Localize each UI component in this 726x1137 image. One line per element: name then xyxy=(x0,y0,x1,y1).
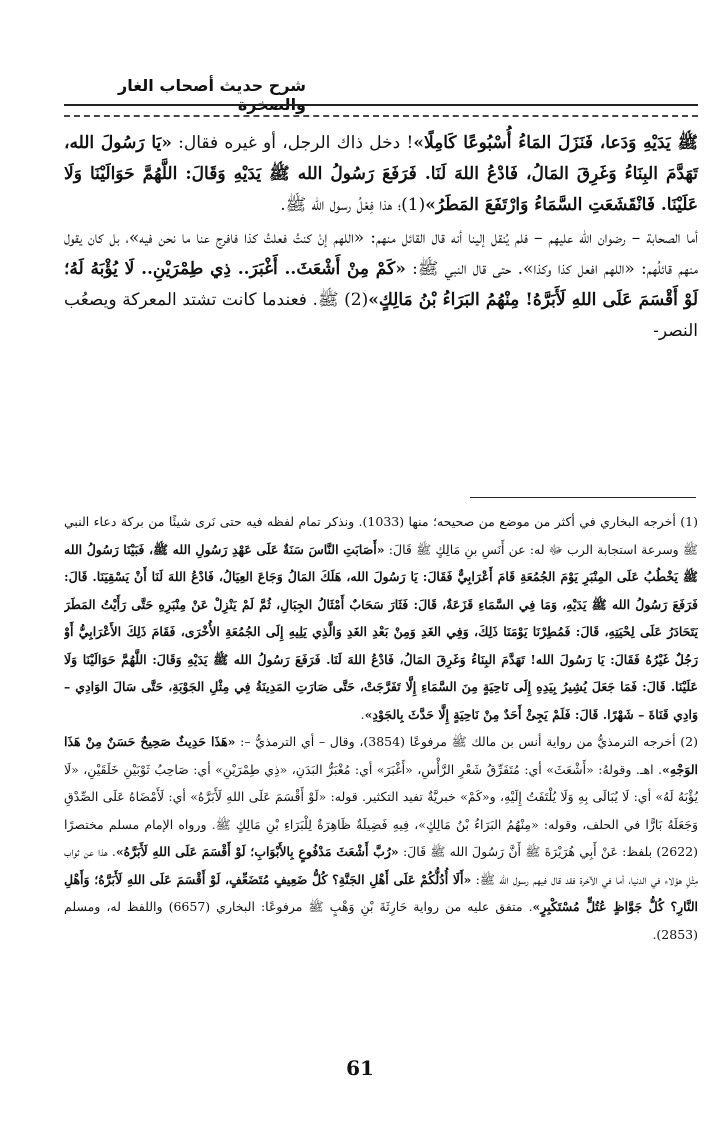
footnote-text: . متفق عليه من رواية حَارِثَةَ بْنِ وَهْبٍ ﷺ مرفوعًا: البخاري (6657) واللفظ له، ومسلم (2853). xyxy=(64,899,698,942)
hadith-text: فَنَزَلَ المَاءُ أُسْبُوعًا كَامِلًا» xyxy=(413,133,593,153)
body-text: (1)؛ هذا فِعْلُ رسول الله ﷺ. xyxy=(280,195,426,215)
footnote-text: (1) أخرجه البخاري في أكثر من موضع من صحيحه؛ منها (1033). ونذكر تمام لفظه فيه حتى نَرى شيئًا من بركة دعاء النبي ﷺ وسرعة استجابة الرب ﷻ له: عن أَنَسِ بنِ مَالِكٍ ﷺ قَالَ: xyxy=(64,514,698,557)
header-solid-rule xyxy=(64,104,698,106)
footnote-text: . xyxy=(360,706,365,722)
footnotes xyxy=(64,508,698,1038)
main-text xyxy=(64,128,698,428)
footnote-separator xyxy=(470,497,696,498)
footnote-hadith: «رُبَّ أَشْعَثَ مَدْفُوعٍ بِالأَبْوَابِ؛ لَوْ أَقْسَمَ عَلَى اللهِ لَأَبَرَّهُ» xyxy=(115,844,399,859)
footnote-text: (2) أخرجه الترمذيُّ من رواية أنس بن مالك ﷺ مرفوعًا (3854)، وقال – أي الترمذيُّ –: xyxy=(235,734,698,749)
footnote-text: . هذا عن ثواب مِثْلِ هؤلاء في الدنيا، أما في الآخرة فقد قال فيهم رسول الله ﷺ: xyxy=(64,844,698,887)
footnote-hadith: «هَذَا حَدِيثٌ صَحِيحٌ حَسَنٌ مِنْ هَذَا الوَجْهِ» xyxy=(64,734,698,777)
page-number: 61 xyxy=(346,1056,374,1080)
footnote-hadith: «أَلَا أُدُلُّكُمْ عَلَى أَهْلِ الجَنَّةِ؟ كُلُّ ضَعِيفٍ مُتَضَعِّفٍ، لَوْ أَقْسَمَ عَلَى اللهِ لَأَبَرَّهُ؛ وَأَهْلِ النَّارِ؟ كُلُّ جَوَّاظٍ عُتُلٍّ مُسْتَكْبِرٍ» xyxy=(64,871,698,914)
body-text: ، بل كان يقول منهم قائلُهم: xyxy=(64,228,698,279)
main-paragraph-1 xyxy=(64,128,698,221)
footnote-2 xyxy=(64,728,698,948)
body-text: (2) ﷺ. فعندما كانت تشتد المعركة ويصعُب النصر- xyxy=(64,290,698,341)
quoted-text: «اللهم إنْ كنتُ فعلتُ كذا فافرج عنا ما نحن فيه» xyxy=(128,228,365,248)
body-text: ! دخل ذاك الرجل، أو غيره فقال: xyxy=(171,133,414,153)
hadith-text: «كَمْ مِنْ أَشْعَثَ.. أَغْبَرَ.. ذِي طِمْرَيْنِ.. لَا يُؤْبَهُ لَهُ؛ لَوْ أَقْسَمَ عَلَى اللهِ لَأَبَرَّهُ! مِنْهُمُ البَرَاءُ بْنُ مَالِكٍ» xyxy=(64,259,699,310)
quoted-text: «اللهم افعل كذا وكذا» xyxy=(523,259,635,279)
header-dashed-rule xyxy=(64,115,698,117)
hadith-text: ﷺ يَدَيْهِ وَدَعا، xyxy=(592,133,699,153)
main-paragraph-2 xyxy=(64,223,698,347)
footnote-1 xyxy=(64,508,698,728)
running-header-title: شرح حديث أصحاب الغار والصخرة xyxy=(118,76,306,114)
hadith-text: «يَا رَسُولَ الله، تَهَدَّمَ البِنَاءُ وَغَرِقَ المَالُ، فَادْعُ اللهَ لَنَا. فَرَفَعَ رَسُولُ الله ﷺ يَدَيْهِ وَقَالَ: اللَّهُمَّ حَوَالَيْنَا وَلَا عَلَيْنَا. فَانْقَشَعَتِ السَّمَاءُ وَارْتَفَعَ المَطَرُ» xyxy=(64,133,698,215)
footnote-text: . اهـ. وقولهُ: «أَشْعَثَ» أي: مُتَفَرِّقُ شَعْرِ الرَّأْسِ، «أَغْبَرَ» أي: مُغْبَرُّ البَدَنِ، «ذِي طِمْرَيْنِ» أي: صَاحِبُ ثَوْبَيْنِ خَلَقَيْنِ، «لَا يُؤْبَهُ لَهُ» أي: لَا يُبَالَى بِهِ وَلَا يُلْتَفَتُ إِلَيْهِ، و«كَمْ» خبريَّةٌ تفيد التكثير. قوله: «لَوْ أَقْسَمَ عَلَى اللهِ لَأَبَرَّهُ» أي: لَأَمْضَاهُ عَلَى الصِّدْقِ وَجَعَلَهُ بَارًّا في الحلف، وقوله: «مِنْهُمُ البَرَاءُ بْنُ مَالِكٍ»، فِيهِ فَضِيلَةٌ ظَاهِرَةٌ لِلْبَرَاءِ بْنِ مَالِكٍ ﷺ. ورواه الإمام مسلم مختصرًا (2622) بلفظ: عَنْ أَبِي هُرَيْرَةَ ﷺ أَنَّ رَسُولَ الله ﷺ قَالَ: xyxy=(64,761,698,859)
footnote-hadith: «أَصَابَتِ النَّاسَ سَنَةٌ عَلَى عَهْدِ رَسُولِ الله ﷺ، فَبَيْنَا رَسُولُ الله ﷺ يَخْطُبُ عَلَى المِنْبَرِ يَوْمَ الجُمُعَةِ قَامَ أَعْرَابِيٌّ فَقَالَ: يَا رَسُولَ الله، هَلَكَ المَالُ وَجَاعَ العِيَالُ، فَادْعُ اللهَ لَنَا أَنْ يَسْقِيَنَا. قَالَ: فَرَفَعَ رَسُولُ الله ﷺ يَدَيْهِ، وَمَا فِي السَّمَاءِ قَزَعَةٌ، قَالَ: فَثَارَ سَحَابٌ أَمْثَالُ الجِبَالِ، ثُمَّ لَمْ يَنْزِلْ عَنْ مِنْبَرِهِ حَتَّى رَأَيْتُ المَطَرَ يَتَحَادَرُ عَلَى لِحْيَتِهِ، قَالَ: فَمُطِرْنَا يَوْمَنَا ذَلِكَ، وَفِي الغَدِ وَمِنْ بَعْدِ الغَدِ وَالَّذِي يَلِيهِ إِلَى الجُمُعَةِ الأُخْرَى، فَقَامَ ذَلِكَ الأَعْرَابِيُّ أَوْ رَجُلٌ غَيْرُهُ فَقَالَ: يَا رَسُولَ الله! تَهَدَّمَ البِنَاءُ وَغَرِقَ المَالُ، فَادْعُ اللهَ لَنَا. فَرَفَعَ رَسُولُ الله ﷺ يَدَيْهِ وَقَالَ: اللَّهُمَّ حَوَالَيْنَا وَلَا عَلَيْنَا. قَالَ: فَمَا جَعَلَ يُشِيرُ بِيَدِهِ إِلَى نَاحِيَةٍ مِنَ السَّمَاءِ إِلَّا تَفَرَّجَتْ، حَتَّى صَارَتِ المَدِينَةُ فِي مِثْلِ الجَوْبَةِ، حَتَّى سَالَ الوَادِي – وَادِي قَنَاةَ – شَهْرًا. قَالَ: فَلَمْ يَجِئْ أَحَدٌ مِنْ نَاحِيَةٍ إِلَّا حَدَّثَ بِالجَوْدِ» xyxy=(64,541,698,722)
body-text: أما الصحابة – رضوان الله عليهم – فلم يُنقل إلينا أنه قال القائل منهم: xyxy=(364,228,698,248)
body-text: . حتى قال النبي ﷺ: xyxy=(405,259,524,279)
